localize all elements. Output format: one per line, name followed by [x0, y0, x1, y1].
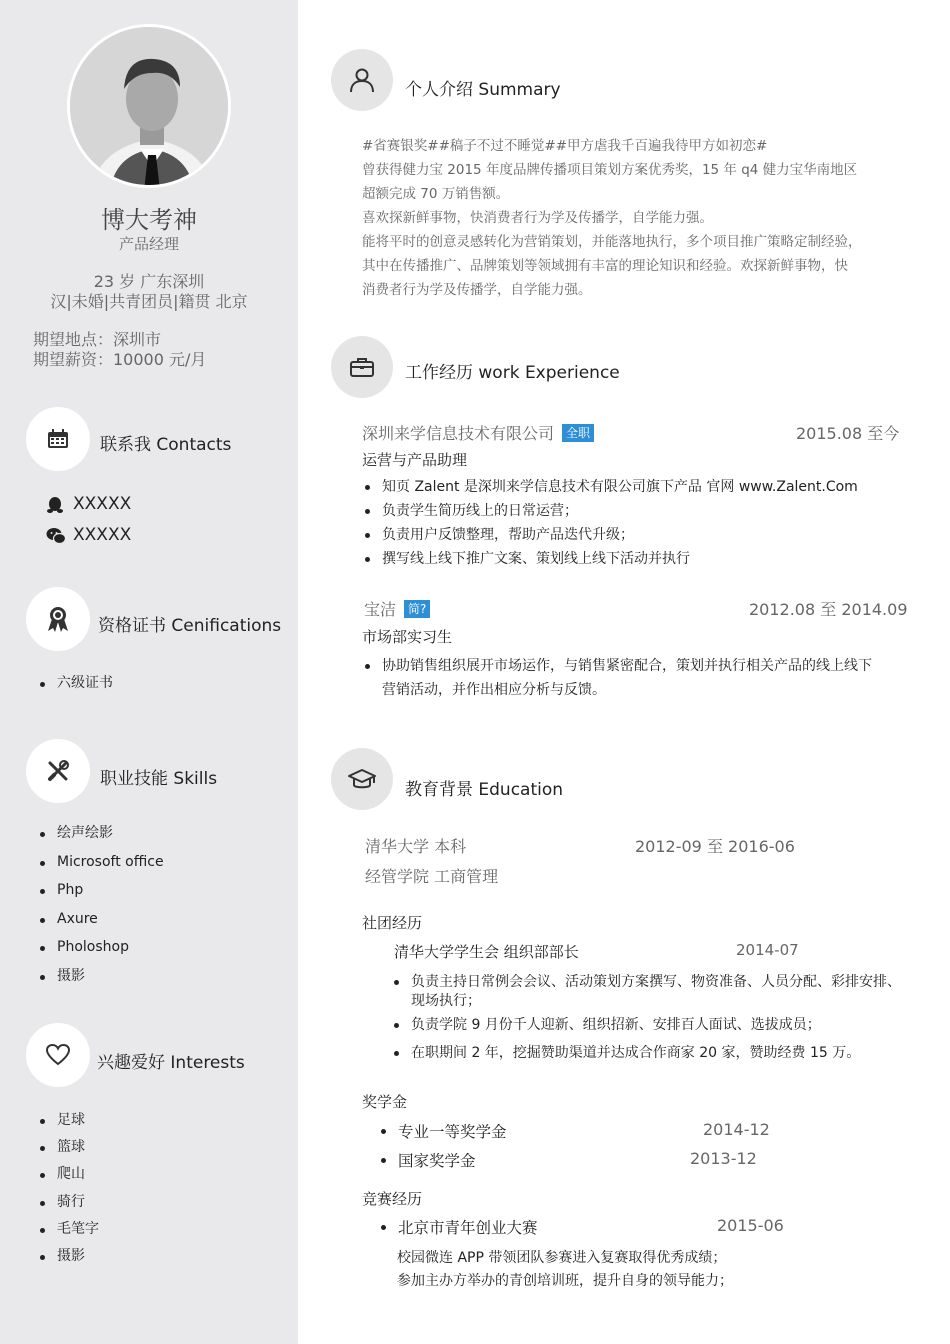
- summary-body: [362, 134, 862, 302]
- avatar: [67, 24, 231, 188]
- summary-line: 其中在传播推广、品牌策划等领域拥有丰富的理论知识和经验。欢探新鲜事物，快: [362, 258, 848, 274]
- interests-list: [37, 1110, 99, 1273]
- job-company: [364, 597, 430, 620]
- sidebar: [0, 0, 298, 1344]
- job-bullet: 知页 Zalent 是深圳来学信息技术有限公司旗下产品 官网 www.Zalent.Com: [362, 475, 858, 499]
- competition-date: 2015-06: [717, 1216, 784, 1235]
- competitions-list: [378, 1216, 538, 1238]
- summary-title: 个人介绍 Summary: [405, 80, 561, 100]
- job-bullet: 协助销售组织展开市场运作，与销售紧密配合，策划并执行相关产品的线上线下: [362, 654, 872, 678]
- clubs-heading: 社团经历: [362, 914, 423, 932]
- interest-item: 毛笔字: [37, 1219, 99, 1246]
- qq-icon: [46, 496, 64, 514]
- job-role: 运营与产品助理: [362, 451, 468, 469]
- graduation-cap-icon: [347, 766, 377, 792]
- person-icon: [348, 66, 376, 94]
- job-company: [362, 421, 594, 444]
- contacts-title: 联系我 Contacts: [100, 435, 232, 455]
- experience-section-icon-wrap: [331, 336, 393, 398]
- clubs-org: 清华大学学生会 组织部部长: [394, 943, 579, 961]
- scholarship-item: 专业一等奖学金: [378, 1120, 507, 1149]
- profile-age-location: 23 岁 广东深圳: [93, 272, 205, 291]
- cert-section-icon-wrap: [26, 587, 90, 651]
- expect-salary: 期望薪资：10000 元/月: [33, 350, 207, 369]
- skill-item: Microsoft office: [37, 852, 164, 881]
- interest-item: 爬山: [37, 1164, 99, 1191]
- job-type-badge: 简?: [404, 600, 430, 618]
- competition-item: 北京市青年创业大赛: [378, 1216, 538, 1238]
- skill-item: 摄影: [37, 966, 164, 995]
- job-bullet: 负责学生简历线上的日常运营；: [362, 499, 858, 523]
- interest-item: 骑行: [37, 1192, 99, 1219]
- scholarship-date: 2013-12: [690, 1149, 757, 1168]
- briefcase-icon: [349, 355, 375, 379]
- scholarships-heading: 奖学金: [362, 1093, 408, 1111]
- interest-item: 篮球: [37, 1137, 99, 1164]
- clubs-bullet: 负责学院 9 月份千人迎新、组织招新、安排百人面试、选拔成员；: [391, 1013, 901, 1037]
- skill-item: Pholoshop: [37, 937, 164, 966]
- edu-school: 清华大学 本科: [365, 837, 467, 856]
- job-date: 2012.08 至 2014.09: [749, 600, 908, 619]
- cert-item: 六级证书: [37, 673, 113, 702]
- skills-list: [37, 823, 164, 994]
- education-title: 教育背景 Education: [405, 780, 564, 800]
- job-date: 2015.08 至今: [796, 424, 900, 443]
- competitions-heading: 竞赛经历: [362, 1190, 423, 1208]
- clubs-bullets: [391, 970, 901, 1065]
- tools-icon: [46, 759, 70, 783]
- edu-major: 经管学院 工商管理: [365, 867, 499, 886]
- interests-section-icon-wrap: [26, 1023, 90, 1087]
- expect-location: 期望地点：深圳市: [33, 330, 162, 349]
- award-ribbon-icon: [45, 605, 71, 633]
- job-bullet-continuation: 营销活动，并作出相应分析与反馈。: [382, 682, 606, 698]
- skills-title: 职业技能 Skills: [100, 769, 218, 789]
- job-type-badge: 全职: [562, 424, 594, 442]
- job-role: 市场部实习生: [362, 628, 453, 646]
- clubs-bullet-continuation: 现场执行；: [411, 993, 481, 1009]
- qq-value: XXXXX: [73, 494, 132, 514]
- cert-title: 资格证书 Cenifications: [98, 616, 282, 636]
- scholarships-list: [378, 1120, 507, 1178]
- clubs-bullet: 在职期间 2 年，挖掘赞助渠道并达成合作商家 20 家，赞助经费 15 万。: [391, 1041, 901, 1065]
- job-bullets: [362, 475, 858, 571]
- interests-title: 兴趣爱好 Interests: [97, 1053, 245, 1073]
- education-section-icon-wrap: [331, 748, 393, 810]
- heart-icon: [45, 1043, 71, 1067]
- skill-item: Php: [37, 880, 164, 909]
- skill-item: Axure: [37, 909, 164, 938]
- scholarship-date: 2014-12: [703, 1120, 770, 1139]
- wechat-value: XXXXX: [73, 525, 132, 545]
- profile-title: 产品经理: [118, 235, 179, 253]
- competition-line: 校园微连 APP 带领团队参赛进入复赛取得优秀成绩；: [397, 1250, 727, 1266]
- summary-line: 能将平时的创意灵感转化为营销策划，并能落地执行，多个项目推广策略定制经验，: [362, 234, 862, 250]
- job-company-name: 深圳来学信息技术有限公司: [362, 424, 555, 443]
- scholarship-item: 国家奖学金: [378, 1149, 507, 1178]
- experience-title: 工作经历 work Experience: [405, 363, 620, 383]
- summary-line: 超额完成 70 万销售额。: [362, 186, 510, 202]
- profile-name: 博大考神: [101, 206, 197, 234]
- competition-details: [397, 1247, 733, 1293]
- interest-item: 摄影: [37, 1246, 99, 1273]
- clubs-bullet: 负责主持日常例会会议、活动策划方案撰写、物资准备、人员分配、彩排安排、: [391, 970, 901, 994]
- job-company-name: 宝洁: [364, 600, 397, 619]
- summary-line: 消费者行为学及传播学，自学能力强。: [362, 282, 592, 298]
- calendar-icon: [46, 427, 70, 451]
- summary-line: #省赛银奖##稿子不过不睡觉##甲方虐我千百遍我待甲方如初恋#: [362, 138, 768, 154]
- profile-details: 汉|未婚|共青团员|籍贯 北京: [50, 292, 248, 311]
- job-bullet: 撰写线上线下推广文案、策划线上线下活动并执行: [362, 547, 858, 571]
- wechat-icon: [46, 527, 66, 545]
- clubs-date: 2014-07: [736, 941, 799, 959]
- main-content: [298, 0, 950, 1344]
- summary-line: 喜欢探新鲜事物，快消费者行为学及传播学，自学能力强。: [362, 210, 713, 226]
- skill-item: 绘声绘影: [37, 823, 164, 852]
- skills-section-icon-wrap: [26, 739, 90, 803]
- job-bullets: [362, 654, 872, 702]
- interest-item: 足球: [37, 1110, 99, 1137]
- summary-section-icon-wrap: [331, 49, 393, 111]
- contacts-section-icon-wrap: [26, 407, 90, 471]
- job-bullet: 负责用户反馈整理，帮助产品迭代升级；: [362, 523, 858, 547]
- edu-date: 2012-09 至 2016-06: [635, 837, 795, 856]
- cert-list: [37, 673, 113, 702]
- competition-line: 参加主办方举办的青创培训班，提升自身的领导能力；: [397, 1273, 733, 1289]
- summary-line: 曾获得健力宝 2015 年度品牌传播项目策划方案优秀奖，15 年 q4 健力宝华南地区: [362, 162, 858, 178]
